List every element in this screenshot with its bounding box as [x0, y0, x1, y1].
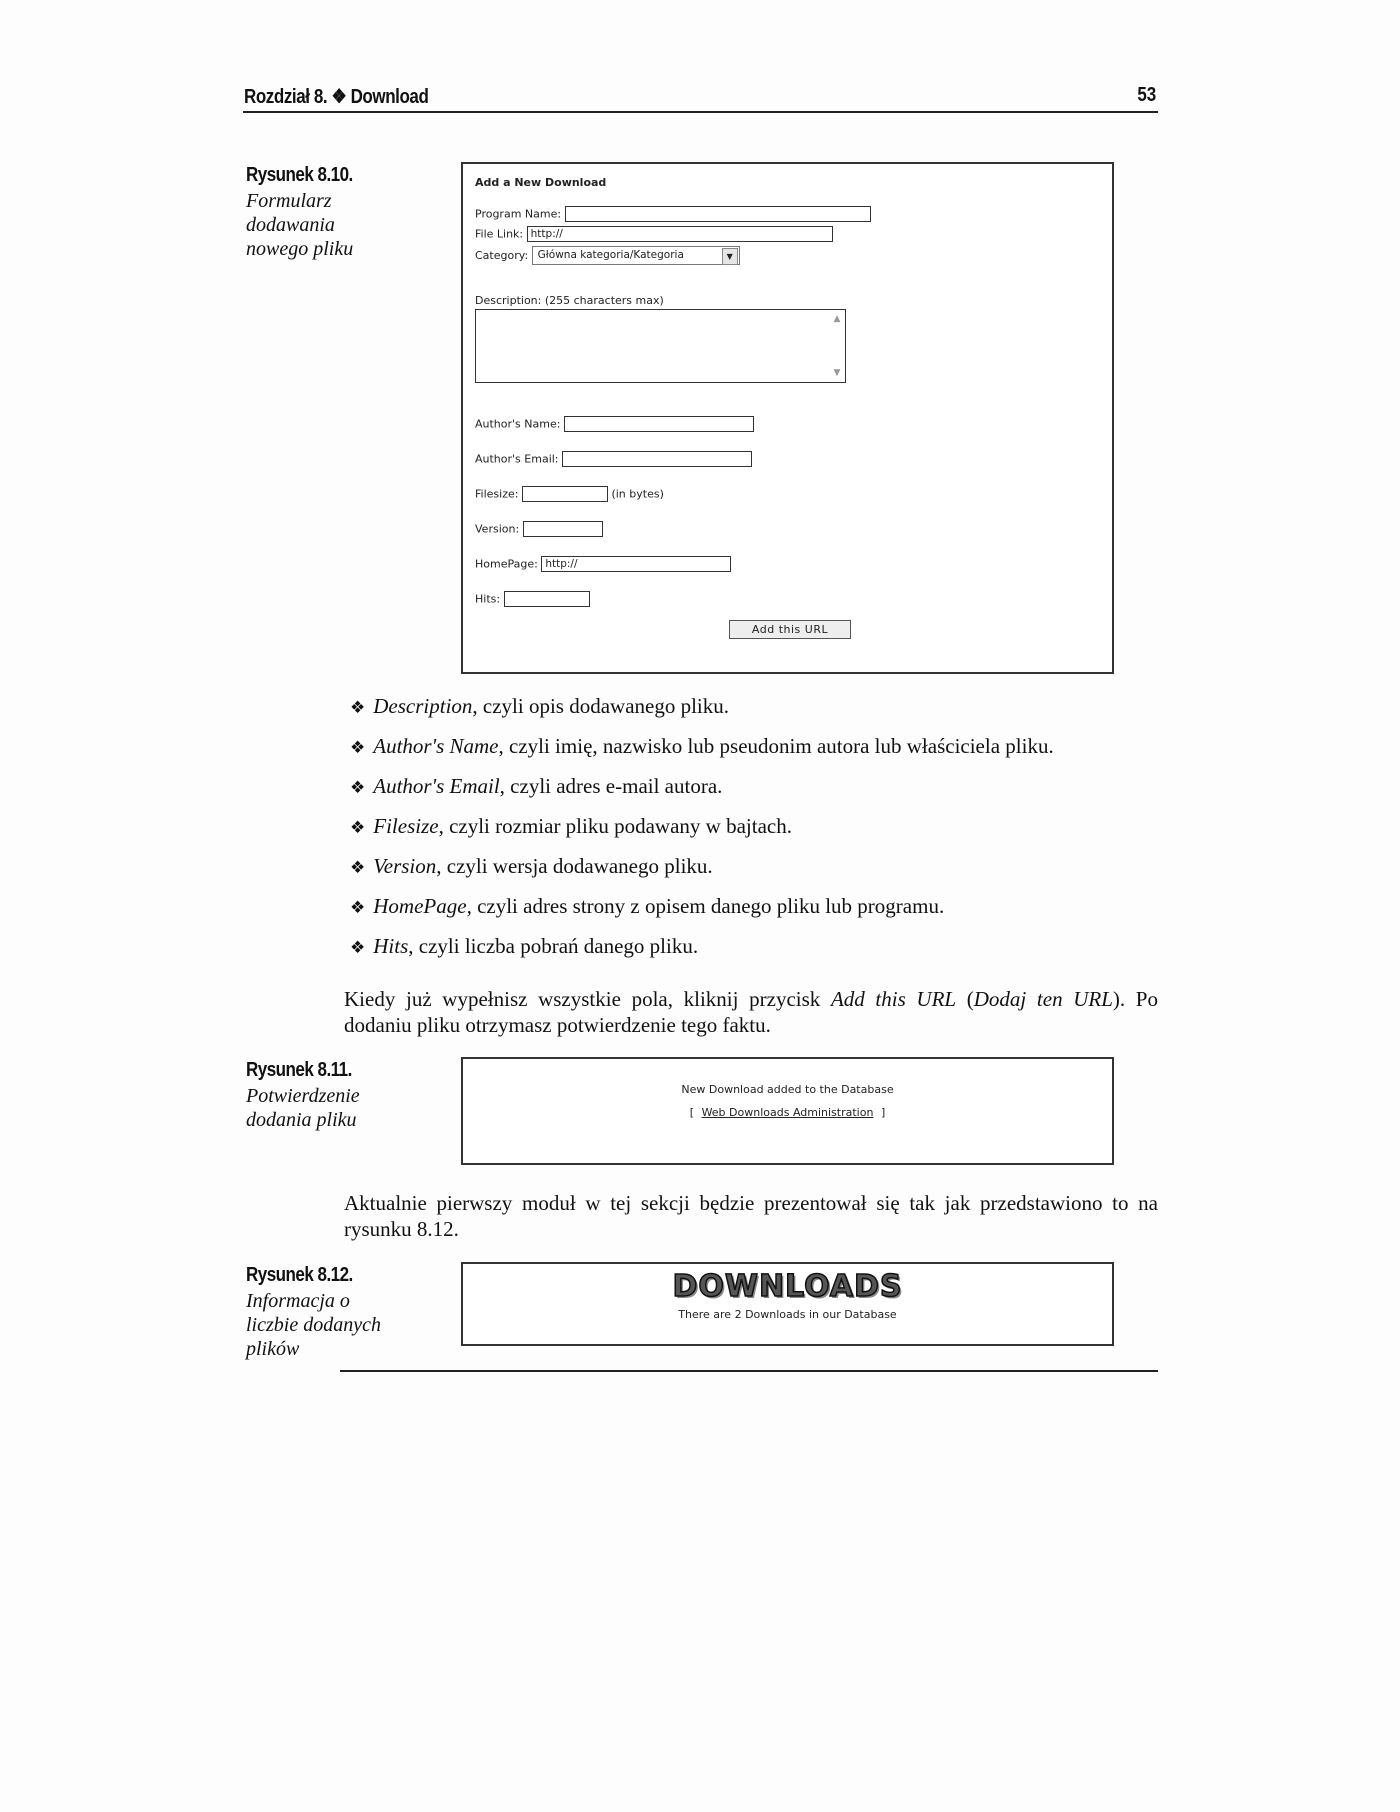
- list-item: [350, 813, 1170, 853]
- admin-link-row: [463, 1106, 1112, 1119]
- bottom-rule: [340, 1370, 1158, 1372]
- para-text: ). Po dodaniu pliku otrzymasz potwierdzenie tego faktu.: [344, 987, 1158, 1037]
- figure-label: Rysunek 8.11.: [246, 1059, 352, 1081]
- field-description-list: [350, 693, 1170, 973]
- filesize-label: Filesize:: [475, 487, 519, 501]
- confirmation-message: New Download added to the Database: [681, 1083, 894, 1096]
- bullet-term: HomePage: [373, 894, 467, 918]
- bullet-text: , czyli rozmiar pliku podawany w bajtach.: [438, 814, 792, 838]
- author-name-row: [475, 416, 754, 432]
- bullet-term: Version: [373, 854, 437, 878]
- category-row: [475, 246, 740, 265]
- author-name-label: Author's Name:: [475, 417, 561, 431]
- version-label: Version:: [475, 522, 520, 536]
- bullet-text: , czyli wersja dodawanego pliku.: [436, 854, 713, 878]
- figure-label: Rysunek 8.12.: [246, 1264, 353, 1286]
- program-name-row: [475, 206, 871, 222]
- scroll-down-icon[interactable]: ▼: [833, 368, 841, 378]
- program-name-label: Program Name:: [475, 207, 562, 221]
- file-link-input[interactable]: http://: [527, 226, 833, 242]
- bullet-term: Filesize: [373, 814, 439, 838]
- author-email-label: Author's Email:: [475, 452, 559, 466]
- bracket-close: ]: [880, 1106, 886, 1119]
- bullet-term: Description: [373, 694, 473, 718]
- hits-input[interactable]: [504, 591, 590, 607]
- diamond-bullet-icon: ❖: [350, 898, 366, 918]
- diamond-bullet-icon: ❖: [350, 858, 366, 878]
- filesize-unit: (in bytes): [611, 487, 664, 501]
- web-downloads-admin-link[interactable]: Web Downloads Administration: [701, 1106, 874, 1119]
- bullet-text: , czyli liczba pobrań danego pliku.: [408, 934, 699, 958]
- list-item: [350, 933, 1170, 973]
- figure-label: Rysunek 8.10.: [246, 164, 353, 186]
- diamond-bullet-icon: ❖: [350, 698, 366, 718]
- chevron-down-icon[interactable]: ▼: [722, 248, 738, 265]
- bullet-term: Author's Email: [373, 774, 500, 798]
- para-text: Kiedy już wypełnisz wszystkie pola, kliknij przycisk: [344, 987, 831, 1011]
- figure-caption-8-11: [246, 1059, 386, 1132]
- downloads-count-info: There are 2 Downloads in our Database: [678, 1308, 897, 1321]
- filesize-input[interactable]: [522, 486, 608, 502]
- bullet-term: Author's Name: [373, 734, 499, 758]
- diamond-bullet-icon: ❖: [350, 738, 366, 758]
- add-this-url-button[interactable]: Add this URL: [729, 620, 851, 639]
- version-row: [475, 521, 603, 537]
- running-header-chapter: Rozdział 8. ❖ Download: [244, 86, 429, 108]
- homepage-label: HomePage:: [475, 557, 538, 571]
- file-link-label: File Link:: [475, 227, 524, 241]
- category-label: Category:: [475, 249, 529, 262]
- para-text: (: [956, 987, 974, 1011]
- author-email-input[interactable]: [562, 451, 752, 467]
- diamond-bullet-icon: ❖: [350, 818, 366, 838]
- downloads-logo: DOWNLOADS: [672, 1269, 903, 1304]
- list-item: [350, 773, 1170, 813]
- category-select[interactable]: [532, 246, 740, 265]
- program-name-input[interactable]: [565, 206, 871, 222]
- homepage-row: [475, 556, 731, 572]
- description-label: Description: (255 characters max): [475, 294, 664, 307]
- bullet-text: , czyli adres strony z opisem danego pliku lub programu.: [466, 894, 945, 918]
- para-emphasis: Dodaj ten URL: [973, 987, 1113, 1011]
- header-rule: [243, 111, 1158, 113]
- category-selected-value: Główna kategoria/Kategoria: [537, 249, 684, 261]
- figure-caption-text: Informacja o liczbie dodanych plików: [246, 1290, 381, 1360]
- homepage-input[interactable]: http://: [541, 556, 731, 572]
- bullet-text: , czyli imię, nazwisko lub pseudonim autora lub właściciela pliku.: [498, 734, 1054, 758]
- bracket-open: [: [689, 1106, 695, 1119]
- hits-label: Hits:: [475, 592, 501, 606]
- bullet-term: Hits: [373, 934, 409, 958]
- list-item: [350, 693, 1170, 733]
- figure-caption-text: Formularz dodawania nowego pliku: [246, 190, 354, 260]
- hits-row: [475, 591, 590, 607]
- diamond-bullet-icon: ❖: [350, 938, 366, 958]
- list-item: [350, 733, 1170, 773]
- file-link-row: [475, 226, 833, 242]
- author-name-input[interactable]: [564, 416, 754, 432]
- body-paragraph-1: [344, 986, 1158, 1038]
- page-number: 53: [1137, 84, 1156, 106]
- scroll-up-icon[interactable]: ▲: [833, 314, 841, 324]
- para-emphasis: Add this URL: [830, 987, 957, 1011]
- figure-caption-text: Potwierdzenie dodania pliku: [246, 1085, 360, 1131]
- description-textarea[interactable]: [475, 309, 846, 383]
- list-item: [350, 893, 1170, 933]
- add-download-form: [461, 162, 1114, 674]
- body-paragraph-2: Aktualnie pierwszy moduł w tej sekcji będzie prezentował się tak jak przedstawiono to na rysunku 8.12.: [344, 1191, 1158, 1241]
- bullet-text: , czyli opis dodawanego pliku.: [472, 694, 730, 718]
- version-input[interactable]: [523, 521, 603, 537]
- figure-caption-8-10: [246, 164, 386, 261]
- form-title: Add a New Download: [475, 176, 607, 189]
- filesize-row: [475, 486, 664, 502]
- bullet-text: , czyli adres e-mail autora.: [499, 774, 723, 798]
- confirmation-box: [461, 1057, 1114, 1165]
- author-email-row: [475, 451, 752, 467]
- list-item: [350, 853, 1170, 893]
- figure-caption-8-12: [246, 1264, 386, 1361]
- diamond-bullet-icon: ❖: [350, 778, 366, 798]
- downloads-block: [461, 1262, 1114, 1346]
